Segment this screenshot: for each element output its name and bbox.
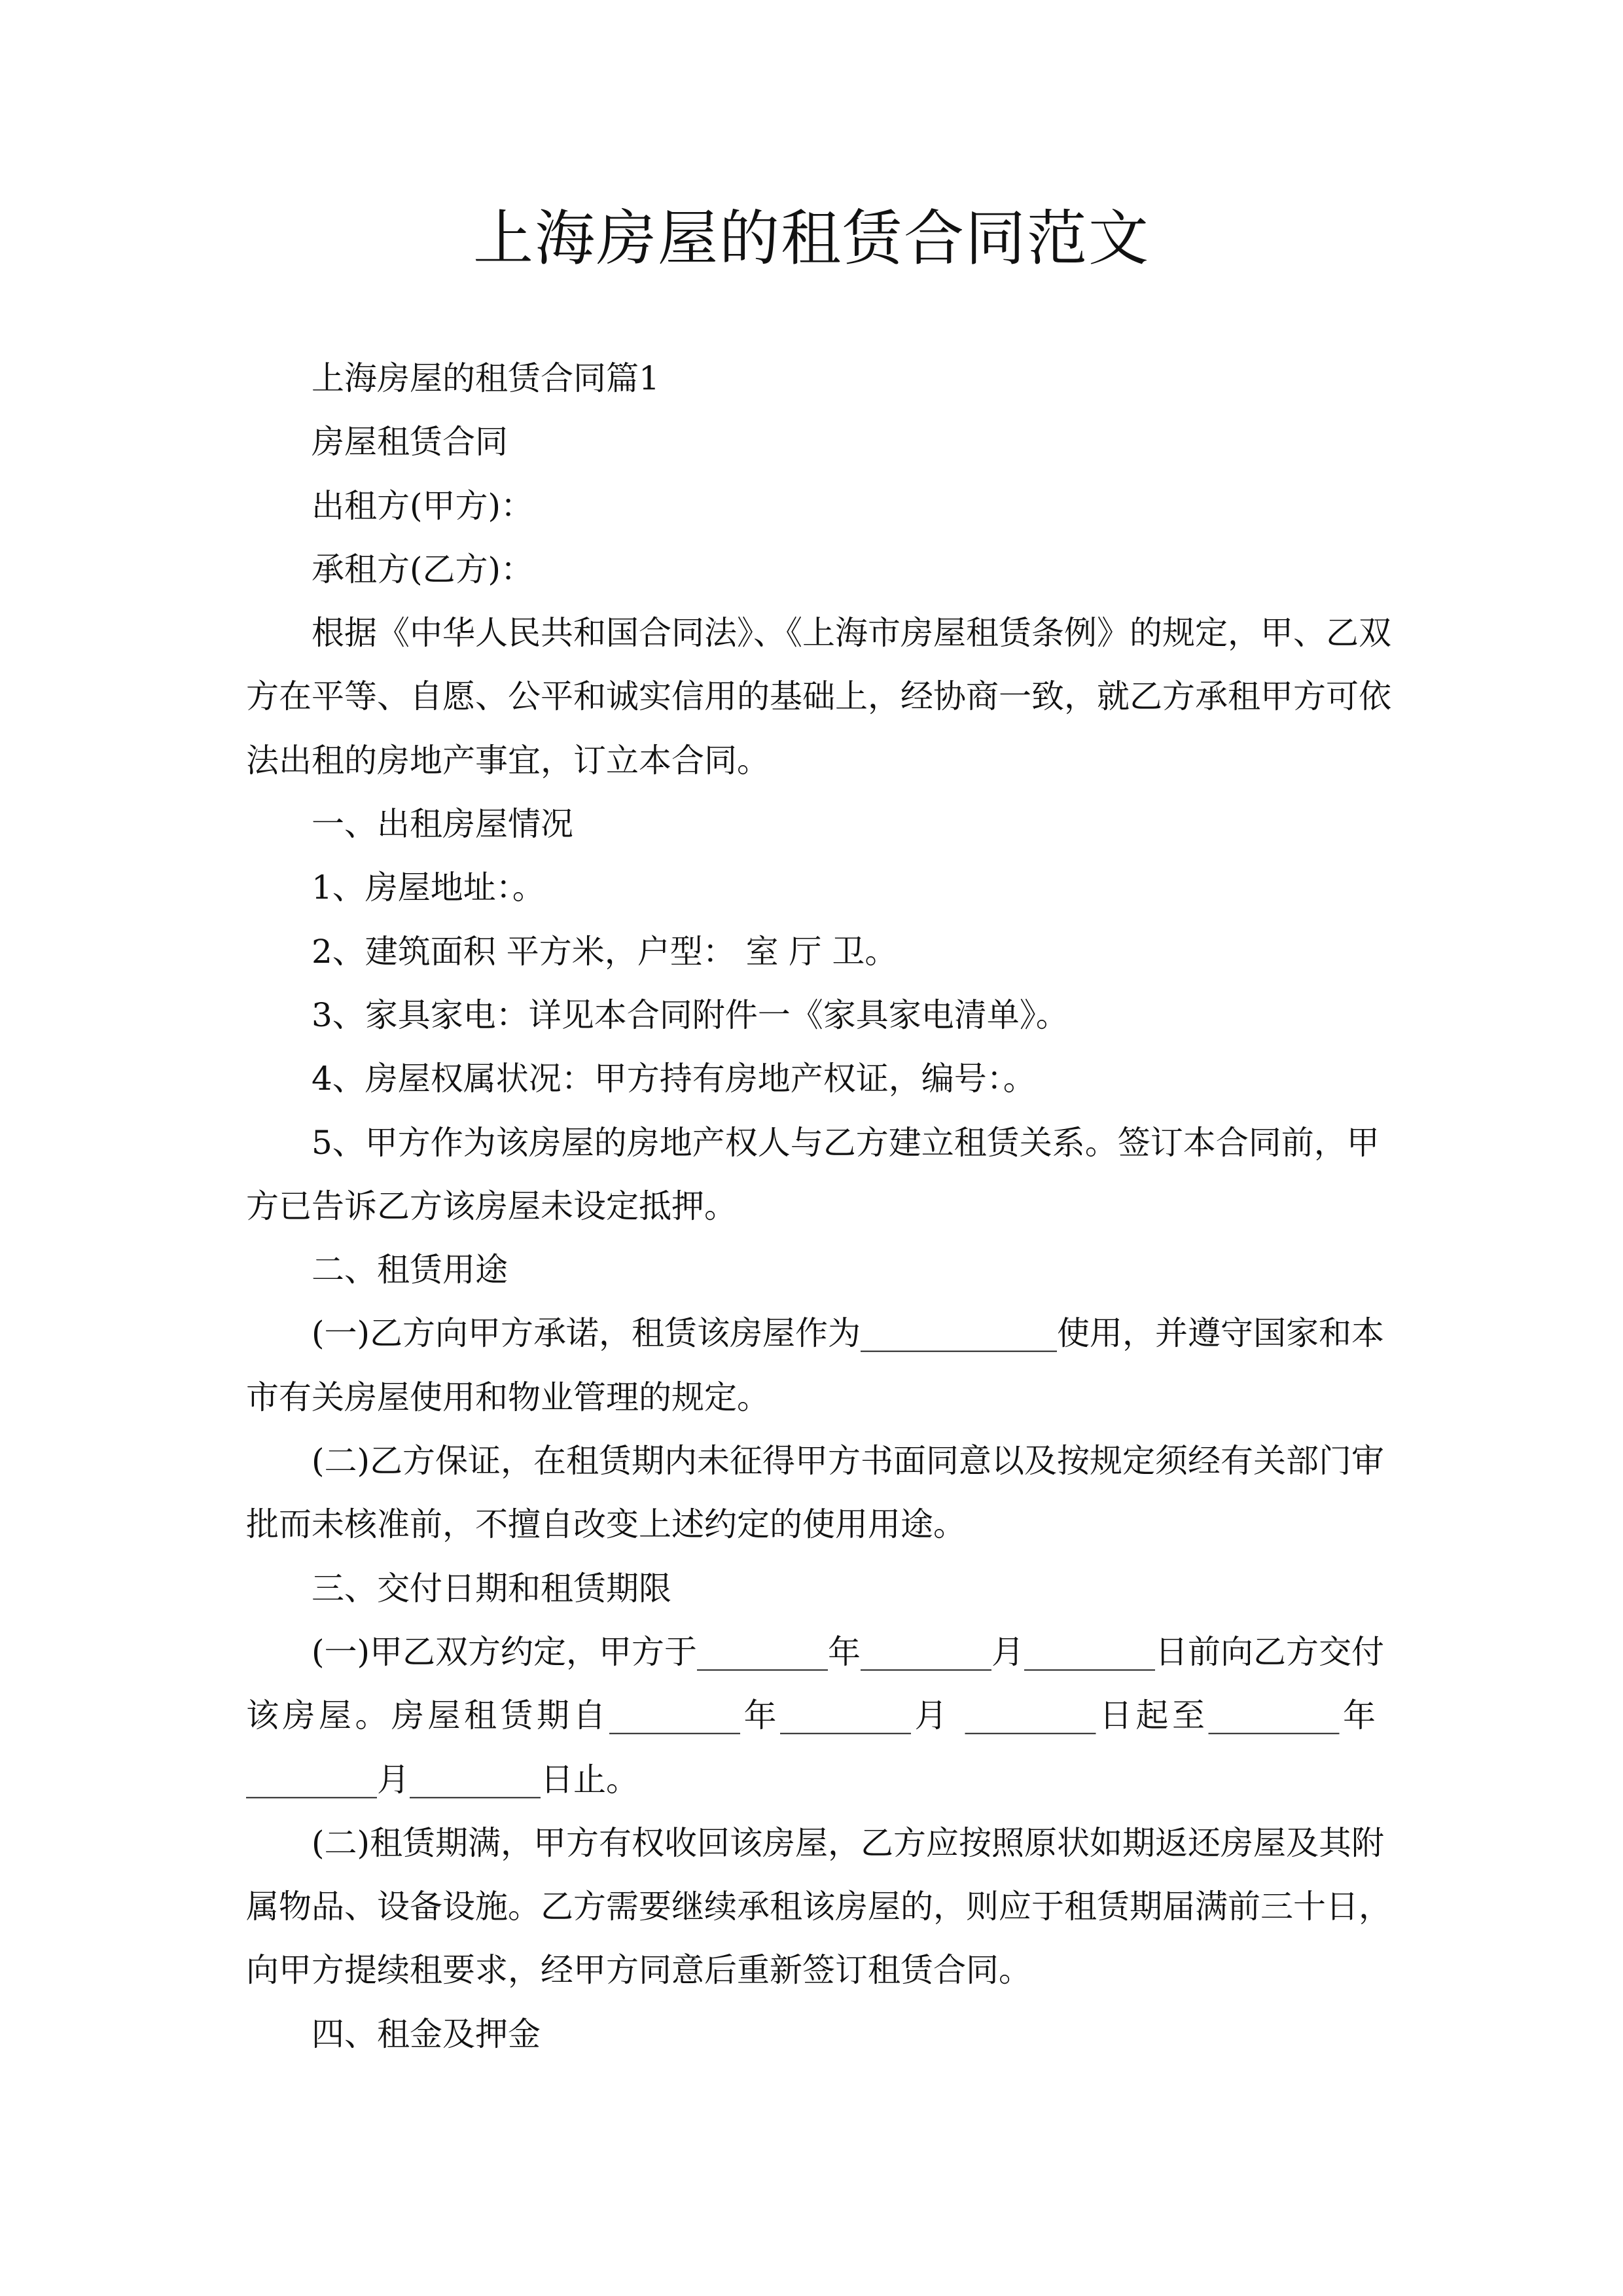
text-line: 4、房屋权属状况：甲方持有房地产权证，编号：。: [312, 1060, 1036, 1098]
text-line: 房屋租赁合同: [312, 423, 508, 461]
text-line: 二、租赁用途: [312, 1251, 508, 1289]
text-line: 法出租的房地产事宜，订立本合同。: [246, 741, 770, 780]
text-line: 批而未核准前，不擅自改变上述约定的使用用途。: [246, 1505, 966, 1544]
text-line: (一)乙方向甲方承诺，租赁该房屋作为____________使用，并遵守国家和本: [312, 1314, 1385, 1353]
text-line: (二)乙方保证，在租赁期内未征得甲方书面同意以及按规定须经有关部门审: [312, 1442, 1385, 1480]
text-line: ________月________日止。: [246, 1760, 639, 1799]
text-line: 上海房屋的租赁合同篇1: [312, 359, 660, 397]
text-line: 1、房屋地址：。: [312, 869, 545, 907]
text-line: 市有关房屋使用和物业管理的规定。: [246, 1378, 770, 1416]
text-line: 该房屋。房屋租赁期自________年________月 ________日起至________年: [246, 1696, 1376, 1735]
text-line: (一)甲乙双方约定，甲方于________年________月________日前向乙方交付: [312, 1632, 1385, 1671]
text-line: 四、租金及押金: [312, 2015, 541, 2053]
text-line: 根据《中华人民共和国合同法》、《上海市房屋租赁条例》的规定，甲、乙双: [312, 614, 1391, 653]
text-line: 5、甲方作为该房屋的房地产权人与乙方建立租赁关系。签订本合同前，甲: [312, 1123, 1380, 1162]
text-line: 出租方(甲方)：: [312, 486, 534, 525]
text-line: 3、家具家电：详见本合同附件一《家具家电清单》。: [312, 996, 1069, 1034]
document-title: 上海房屋的租赁合同范文: [473, 204, 1150, 274]
text-line: 方已告诉乙方该房屋未设定抵押。: [246, 1187, 737, 1225]
text-line: 2、建筑面积 平方米，户型： 室 厅 卫。: [312, 932, 898, 971]
text-line: 向甲方提续租要求，经甲方同意后重新签订租赁合同。: [246, 1951, 1031, 1990]
text-line: 一、出租房屋情况: [312, 805, 573, 844]
text-line: 承租方(乙方)：: [312, 550, 534, 588]
text-line: 方在平等、自愿、公平和诚实信用的基础上，经协商一致，就乙方承租甲方可依: [246, 677, 1391, 716]
text-line: 三、交付日期和租赁期限: [312, 1569, 671, 1607]
text-line: 属物品、设备设施。乙方需要继续承租该房屋的，则应于租赁期届满前三十日，: [246, 1888, 1391, 1926]
text-line: (二)租赁期满，甲方有权收回该房屋，乙方应按照原状如期返还房屋及其附: [312, 1823, 1385, 1862]
document-body: [246, 347, 1391, 2066]
